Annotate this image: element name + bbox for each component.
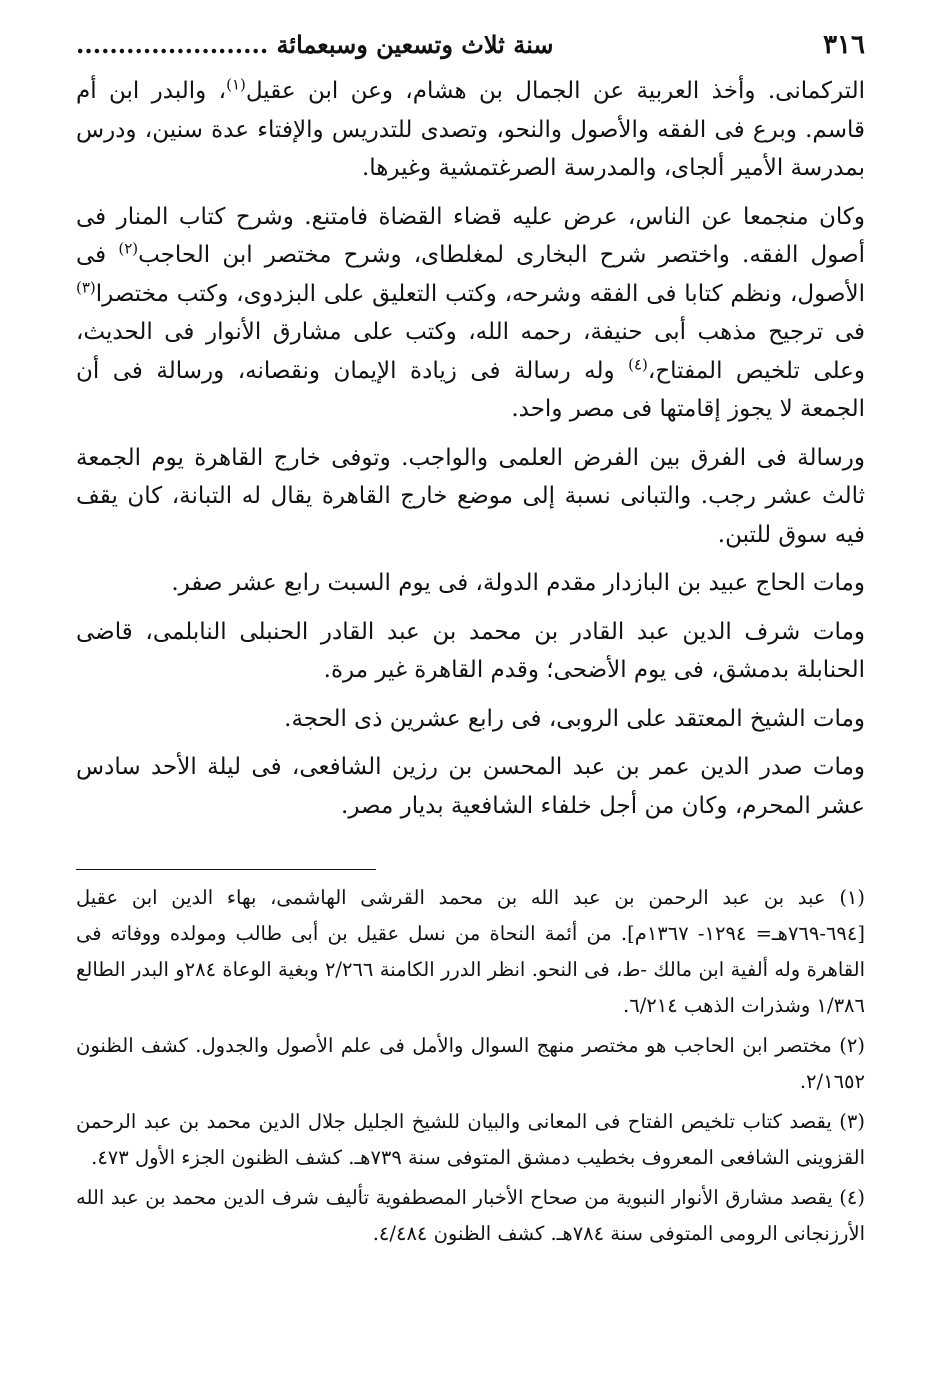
- footnote: [76, 880, 865, 1024]
- footnote-text: عبد بن عبد الرحمن بن عبد الله بن محمد القرشى الهاشمى، بهاء الدين ابن عقيل [٦٩٤-٧٦٩هـ= ١٢٩٤- ١٣٦٧م]. من أئمة النحاة من نسل عقيل بن أبى طالب ومولده ووفاته فى القاهرة وله ألفية ابن مالك -ط، فى النحو. انظر الدرر الكامنة ٢/٢٦٦ وبغية الوعاة ٢٨٤و البدر الطالع ١/٣٨٦ وشذرات الذهب ٦/٢١٤.: [76, 886, 865, 1017]
- running-title: سنة ثلاث وتسعين وسبعمائة .......................: [76, 30, 554, 59]
- footnote-number: (٤): [839, 1186, 865, 1209]
- paragraph: ومات شرف الدين عبد القادر بن محمد بن عبد القادر الحنبلى النابلمى، قاضى الحنابلة بدمشق، فى يوم الأضحى؛ وقدم القاهرة غير مرة.: [76, 618, 865, 683]
- main-text: [76, 72, 865, 825]
- footnote-text: يقصد كتاب تلخيص الفتاح فى المعانى والبيان للشيخ الجليل جلال الدين محمد بن عبد الرحمن القزوينى الشافعى المعروف بخطيب دمشق المتوفى سنة ٧٣٩هـ. كشف الظنون الجزء الأول ٤٧٣.: [76, 1110, 865, 1169]
- footnote: [76, 1104, 865, 1176]
- footnote: [76, 1180, 865, 1252]
- footnotes: [76, 880, 865, 1252]
- paragraph: وكان منجمعا عن الناس، عرض عليه قضاء القضاة فامتنع. وشرح كتاب المنار فى أصول الفقه. واختصر شرح البخارى لمغلطاى، وشرح مختصر ابن الحاجب$^{(٢)}$ فى الأصول، ونظم كتابا فى الفقه وشرحه، وكتب التعليق على البزدوى، وكتب مختصرا$^{(٣)}$ فى ترجيح مذهب أبى حنيفة، رحمه الله، وكتب على مشارق الأنوار فى الحديث، وعلى تلخيص المفتاح،$^{(٤)}$ وله رسالة فى زيادة الإيمان ونقصانه، ورسالة فى أن الجمعة لا يجوز إقامتها فى مصر واحد.: [76, 203, 866, 422]
- running-header: [76, 30, 865, 72]
- footnote-number: (١): [839, 886, 866, 909]
- footnote: [76, 1028, 865, 1100]
- footnote-number: (٣): [839, 1110, 865, 1133]
- footnote-number: (٢): [839, 1034, 865, 1057]
- footnote-ref: (٣): [76, 277, 96, 296]
- footnote-ref: (٤): [628, 354, 648, 373]
- paragraph: التركمانى. وأخذ العربية عن الجمال بن هشام، وعن ابن عقيل$^{(١)}$، والبدر ابن أم قاسم. وبرع فى الفقه والأصول والنحو، وتصدى للتدريس والإفتاء عدة سنين، ودرس بمدرسة الأمير ألجاى، والمدرسة الصرغتمشية وغيرها.: [76, 75, 866, 181]
- paragraph: ومات الحاج عبيد بن البازدار مقدم الدولة، فى يوم السبت رابع عشر صفر.: [171, 570, 865, 596]
- footnote-text: مختصر ابن الحاجب هو مختصر منهج السوال والأمل فى علم الأصول والجدول. كشف الظنون ٢/١٦٥٢.: [76, 1034, 865, 1093]
- paragraph: ومات صدر الدين عمر بن عبد المحسن بن رزين الشافعى، فى ليلة الأحد سادس عشر المحرم، وكان من أجل خلفاء الشافعية بديار مصر.: [76, 754, 865, 819]
- footnote-text: يقصد مشارق الأنوار النبوية من صحاح الأخبار المصطفوية تأليف شرف الدين محمد بن عبد الله الأرزنجانى الرومى المتوفى سنة ٧٨٤هـ. كشف الظنون ٤/٤٨٤.: [76, 1186, 865, 1245]
- footnote-ref: (٢): [118, 239, 139, 258]
- footnote-separator: [76, 869, 376, 870]
- page-number: ٣١٦: [823, 30, 865, 60]
- paragraph: ومات الشيخ المعتقد على الروبى، فى رابع عشرين ذى الحجة.: [284, 705, 865, 732]
- footnote-ref: (١): [226, 75, 246, 94]
- paragraph: ورسالة فى الفرق بين الفرض العلمى والواجب. وتوفى خارج القاهرة يوم الجمعة ثالث عشر رجب. والتبانى نسبة إلى موضع خارج القاهرة يقال له التبانة، كان يقف فيه سوق للتبن.: [76, 444, 865, 548]
